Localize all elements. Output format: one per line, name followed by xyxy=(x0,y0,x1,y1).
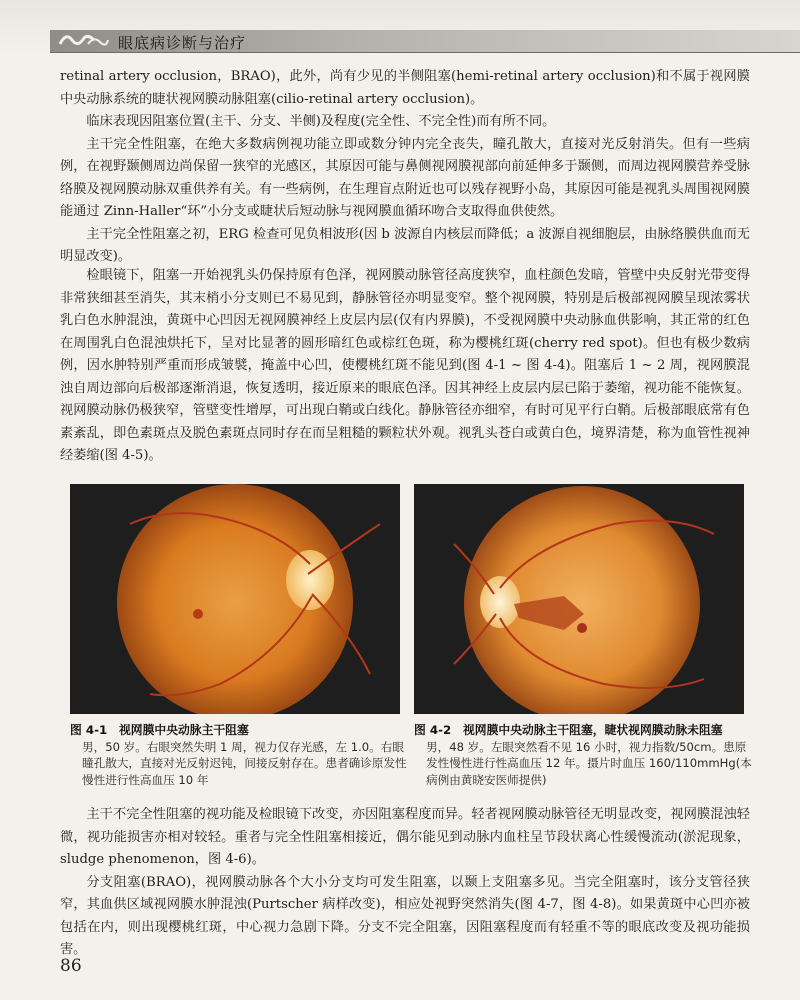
figure-title: 图 4-1 视网膜中央动脉主干阻塞 xyxy=(70,723,249,737)
page-header xyxy=(0,0,800,56)
paragraph: 主干完全性阻塞，在绝大多数病例视功能立即或数分钟内完全丧失，瞳孔散大，直接对光反射消失。但有一些病例，在视野颞侧周边尚保留一狭窄的光感区，其原因可能与鼻侧视网膜视部向前延伸多于颞侧，而周边视网膜营养受脉络膜及视网膜动脉双重供养有关。有一些病例，在生理盲点附近也可以残存视野小岛，其原因可能是视乳头周围视网膜能通过 Zinn-Haller“环”小分支或睫状后短动脉与视网膜血循环吻合支取得血供使然。 xyxy=(60,136,750,219)
paragraph: 检眼镜下，阻塞一开始视乳头仍保持原有色泽，视网膜动脉管径高度狭窄，血柱颜色发暗，管壁中央反射光带变得非常狭细甚至消失，其末梢小分支则已不易见到，静脉管径亦明显变窄。整个视网膜，特别是后极部视网膜呈现浓雾状乳白色水肿混浊，黄斑中心凹因无视网膜神经上皮层内层(仅有内界膜)，不受视网膜中央动脉血供影响，其正常的红色在周围乳白色混浊烘托下，呈对比显著的圆形暗红色或棕红色斑，称为樱桃红斑(cherry red spot)。但也有极少数病例，因水肿特别严重而形成皱襞，掩盖中心凹，使樱桃红斑不能见到(图 4-1 ~ 图 4-4)。阻塞后 1 ~ 2 周，视网膜混浊自周边部向后极部逐渐消退，恢复透明，接近原来的眼底色泽。因其神经上皮层内层已陷于萎缩，视功能不能恢复。视网膜动脉仍极狭窄，管壁变性增厚，可出现白鞘或白线化。静脉管径亦细窄，有时可见平行白鞘。后极部眼底常有色素紊乱，即色素斑点及脱色素斑点同时存在而呈粗糙的颗粒状外观。视乳头苍白或黄白色，境界清楚，称为血管性视神经萎缩(图 4-5)。 xyxy=(60,268,750,463)
paragraph: 临床表现因阻塞位置(主干、分支、半侧)及程度(完全性、不完全性)而有所不同。 xyxy=(86,114,556,129)
paragraph: 主干不完全性阻塞的视功能及检眼镜下改变，亦因阻塞程度而异。轻者视网膜动脉管径无明显改变，视网膜混浊轻微，视功能损害亦相对较轻。重者与完全性阻塞相接近，偶尔能见到动脉内血柱呈节段状离心性缓慢流动(淤泥现象，sludge phenomenon，图 4-6)。 xyxy=(60,807,750,867)
figure-caption-4-1 xyxy=(70,722,410,788)
figure-description: 男，48 岁。左眼突然看不见 16 小时，视力指数/50cm。患原发性慢性进行性高血压 12 年。摄片时血压 160/110mmHg(本病例由黄晓安医师提供) xyxy=(426,739,752,787)
paragraph: 分支阻塞(BRAO)，视网膜动脉各个大小分支均可发生阻塞，以颞上支阻塞多见。当完全阻塞时，该分支管径狭窄，其血供区域视网膜水肿混浊(Purtscher 病样改变)，相应处视野突然消失(图 4-7，图 4-8)。如果黄斑中心凹亦被包括在内，则出现樱桃红斑，中心视力急剧下降。分支不完全阻塞，因阻塞程度而有轻重不等的眼底改变及视功能损害。 xyxy=(60,874,750,957)
paragraph: retinal artery occlusion，BRAO)，此外，尚有少见的半侧阻塞(hemi-retinal artery occlusion)和不属于视网膜中央动脉系统的睫状视网膜动脉阻塞(cilio-retinal artery occlusion)。 xyxy=(60,69,750,107)
text-block-fundus-findings xyxy=(60,265,750,468)
figure-description: 男，50 岁。右眼突然失明 1 周，视力仅存光感，左 1.0。右眼瞳孔散大，直接对光反射迟钝，间接反射存在。患者确诊原发性慢性进行性高血压 10 年 xyxy=(82,739,407,787)
running-head-title: 眼底病诊断与治疗 xyxy=(118,34,247,52)
header-ornament-icon xyxy=(58,28,110,50)
text-block-intro xyxy=(60,66,750,269)
text-block-incomplete-and-branch xyxy=(60,804,750,962)
figure-caption-4-2 xyxy=(414,722,754,788)
fundus-photo-figure-4-1 xyxy=(70,484,400,714)
figure-title: 图 4-2 视网膜中央动脉主干阻塞，睫状视网膜动脉未阻塞 xyxy=(414,723,723,737)
paragraph: 主干完全性阻塞之初，ERG 检查可见负相波形(因 b 波源自内核层而降低；a 波源自视细胞层，由脉络膜供血而无明显改变)。 xyxy=(60,226,750,264)
fundus-photo-figure-4-2 xyxy=(414,484,744,714)
page-number: 86 xyxy=(60,956,82,976)
